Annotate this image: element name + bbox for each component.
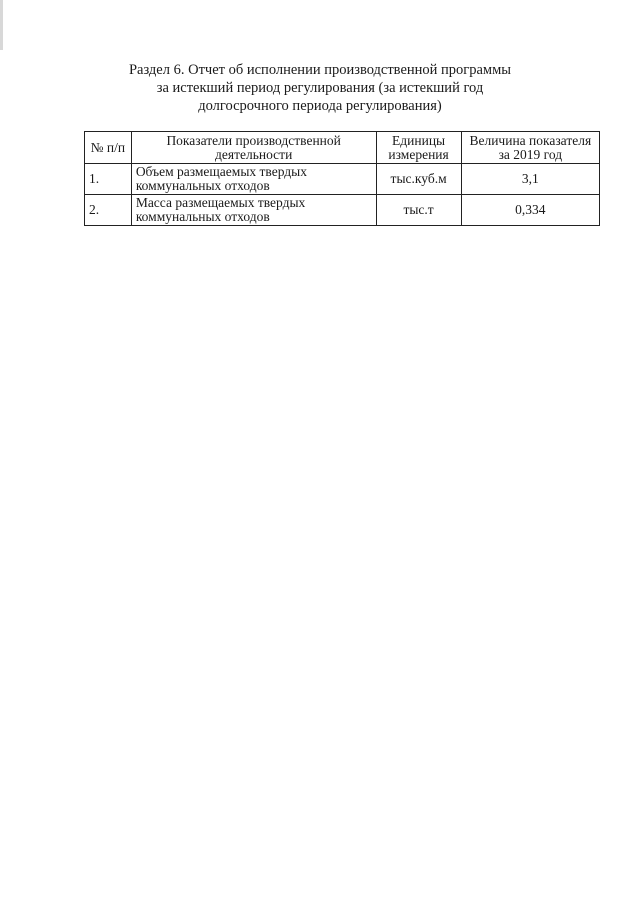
header-indicator bbox=[131, 132, 376, 164]
header-value-line-1: Величина показателя bbox=[469, 132, 592, 148]
row-indicator-line-2: коммунальных отходов bbox=[135, 209, 270, 224]
table-body bbox=[85, 164, 600, 226]
row-indicator-line-2: коммунальных отходов bbox=[135, 178, 270, 193]
header-unit bbox=[376, 132, 461, 164]
row-num: 2. bbox=[85, 195, 132, 226]
header-indicator-line-1: Показатели производственной bbox=[166, 132, 341, 148]
header-unit-line-2: измерения bbox=[388, 146, 449, 162]
header-value-line-2: за 2019 год bbox=[498, 146, 563, 162]
table-row bbox=[85, 164, 600, 195]
header-value bbox=[461, 132, 599, 164]
table-header bbox=[85, 132, 600, 164]
scan-edge-mark bbox=[0, 0, 3, 50]
row-value: 0,334 bbox=[461, 195, 599, 226]
row-value: 3,1 bbox=[461, 164, 599, 195]
row-num: 1. bbox=[85, 164, 132, 195]
row-indicator bbox=[131, 195, 376, 226]
section-title bbox=[90, 61, 550, 115]
row-indicator-line-1: Масса размещаемых твердых bbox=[135, 195, 306, 210]
table-header-row bbox=[85, 132, 600, 164]
header-unit-line-1: Единицы bbox=[392, 132, 446, 148]
header-num-label: № п/п bbox=[90, 139, 126, 155]
header-num bbox=[85, 132, 132, 164]
row-indicator bbox=[131, 164, 376, 195]
table-row bbox=[85, 195, 600, 226]
row-unit: тыс.т bbox=[376, 195, 461, 226]
section-title-line-2: за истекший период регулирования (за истекший год bbox=[156, 80, 484, 96]
row-unit: тыс.куб.м bbox=[376, 164, 461, 195]
header-indicator-line-2: деятельности bbox=[215, 146, 293, 162]
section-title-line-1: Раздел 6. Отчет об исполнении производственной программы bbox=[128, 62, 512, 78]
report-table bbox=[84, 131, 600, 226]
section-title-line-3: долгосрочного периода регулирования) bbox=[198, 98, 442, 114]
row-indicator-line-1: Объем размещаемых твердых bbox=[135, 164, 307, 179]
